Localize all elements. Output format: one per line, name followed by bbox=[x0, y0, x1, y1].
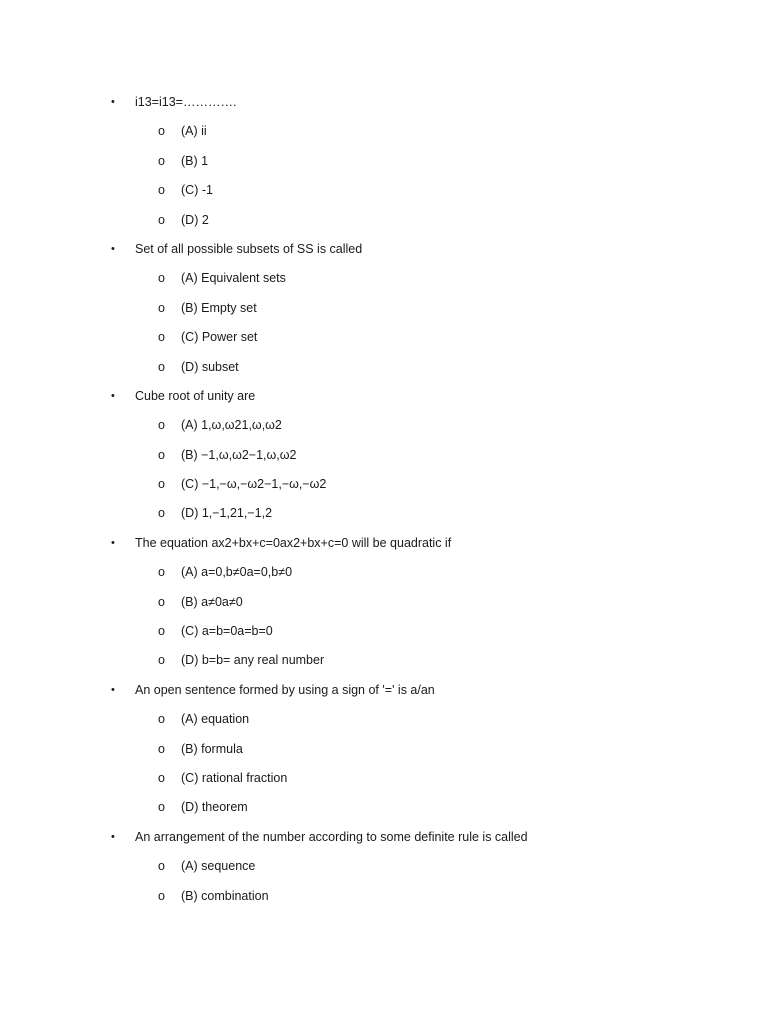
option-item bbox=[0, 735, 768, 764]
option-item bbox=[0, 147, 768, 176]
circle-bullet-icon: o bbox=[158, 359, 165, 374]
question-item bbox=[0, 88, 768, 235]
option-text: (A) sequence bbox=[181, 859, 256, 874]
circle-bullet-icon: o bbox=[158, 271, 165, 286]
option-list bbox=[0, 264, 768, 382]
bullet-icon: • bbox=[111, 96, 115, 108]
option-text: (B) formula bbox=[181, 741, 243, 756]
question-line bbox=[0, 382, 768, 411]
option-text: (C) rational fraction bbox=[181, 770, 288, 785]
circle-bullet-icon: o bbox=[158, 418, 165, 433]
question-text: Set of all possible subsets of SS is called bbox=[135, 241, 363, 256]
circle-bullet-icon: o bbox=[158, 153, 165, 168]
option-item bbox=[0, 441, 768, 470]
circle-bullet-icon: o bbox=[158, 888, 165, 903]
option-item bbox=[0, 617, 768, 646]
circle-bullet-icon: o bbox=[158, 565, 165, 580]
circle-bullet-icon: o bbox=[158, 741, 165, 756]
circle-bullet-icon: o bbox=[158, 330, 165, 345]
option-item bbox=[0, 852, 768, 881]
option-text: (D) 1,−1,21,−1,2 bbox=[181, 506, 273, 521]
circle-bullet-icon: o bbox=[158, 447, 165, 462]
question-item bbox=[0, 823, 768, 911]
question-line bbox=[0, 529, 768, 558]
option-item bbox=[0, 264, 768, 293]
question-text: Cube root of unity are bbox=[135, 388, 256, 403]
option-item bbox=[0, 206, 768, 235]
circle-bullet-icon: o bbox=[158, 770, 165, 785]
question-line bbox=[0, 676, 768, 705]
question-line bbox=[0, 88, 768, 117]
option-item bbox=[0, 646, 768, 675]
option-text: (D) b=b= any real number bbox=[181, 653, 325, 668]
question-line bbox=[0, 235, 768, 264]
option-item bbox=[0, 499, 768, 528]
circle-bullet-icon: o bbox=[158, 800, 165, 815]
option-item bbox=[0, 470, 768, 499]
bullet-icon: • bbox=[111, 536, 115, 549]
option-item bbox=[0, 117, 768, 146]
option-list bbox=[0, 558, 768, 676]
question-item bbox=[0, 529, 768, 676]
option-text: (C) a=b=0a=b=0 bbox=[181, 624, 273, 639]
bullet-icon: • bbox=[111, 389, 115, 402]
circle-bullet-icon: o bbox=[158, 506, 165, 521]
option-text: (A) a=0,b≠0a=0,b≠0 bbox=[181, 565, 293, 580]
option-list bbox=[0, 117, 768, 235]
bullet-icon: • bbox=[111, 683, 115, 696]
option-text: (C) -1 bbox=[181, 183, 213, 198]
option-text: (B) combination bbox=[181, 888, 269, 903]
question-text: i13=i13=…………. bbox=[135, 95, 237, 109]
option-item bbox=[0, 558, 768, 587]
option-item bbox=[0, 793, 768, 822]
circle-bullet-icon: o bbox=[158, 712, 165, 727]
question-text: The equation ax2+bx+c=0ax2+bx+c=0 will be quadratic if bbox=[135, 535, 452, 550]
question-item bbox=[0, 676, 768, 823]
option-text: (D) 2 bbox=[181, 212, 209, 227]
option-item bbox=[0, 353, 768, 382]
option-text: (C) Power set bbox=[181, 330, 258, 345]
option-text: (A) Equivalent sets bbox=[181, 271, 286, 286]
option-item bbox=[0, 176, 768, 205]
option-text: (B) 1 bbox=[181, 153, 209, 168]
option-text: (D) theorem bbox=[181, 800, 248, 815]
option-item bbox=[0, 882, 768, 911]
circle-bullet-icon: o bbox=[158, 477, 165, 492]
circle-bullet-icon: o bbox=[158, 653, 165, 668]
option-text: (B) −1,ω,ω2−1,ω,ω2 bbox=[181, 447, 297, 462]
circle-bullet-icon: o bbox=[158, 624, 165, 639]
option-item bbox=[0, 294, 768, 323]
option-item bbox=[0, 588, 768, 617]
option-list bbox=[0, 852, 768, 911]
option-text: (A) ii bbox=[181, 124, 207, 139]
option-item bbox=[0, 411, 768, 440]
option-list bbox=[0, 411, 768, 529]
option-text: (D) subset bbox=[181, 359, 239, 374]
circle-bullet-icon: o bbox=[158, 212, 165, 227]
circle-bullet-icon: o bbox=[158, 300, 165, 315]
question-text: An open sentence formed by using a sign of '=' is a/an bbox=[135, 682, 435, 697]
bullet-icon: • bbox=[111, 830, 115, 843]
question-line bbox=[0, 823, 768, 852]
question-item bbox=[0, 235, 768, 382]
option-text: (A) equation bbox=[181, 712, 250, 727]
option-list bbox=[0, 705, 768, 823]
question-item bbox=[0, 382, 768, 529]
option-text: (B) Empty set bbox=[181, 300, 257, 315]
bullet-icon: • bbox=[111, 242, 115, 255]
option-text: (A) 1,ω,ω21,ω,ω2 bbox=[181, 418, 282, 433]
circle-bullet-icon: o bbox=[158, 124, 165, 139]
circle-bullet-icon: o bbox=[158, 859, 165, 874]
option-item bbox=[0, 764, 768, 793]
question-text: An arrangement of the number according to some definite rule is called bbox=[135, 829, 528, 844]
option-text: (B) a≠0a≠0 bbox=[181, 594, 243, 609]
circle-bullet-icon: o bbox=[158, 183, 165, 198]
option-text: (C) −1,−ω,−ω2−1,−ω,−ω2 bbox=[181, 477, 327, 492]
option-item bbox=[0, 705, 768, 734]
circle-bullet-icon: o bbox=[158, 594, 165, 609]
question-list bbox=[0, 88, 768, 911]
option-item bbox=[0, 323, 768, 352]
